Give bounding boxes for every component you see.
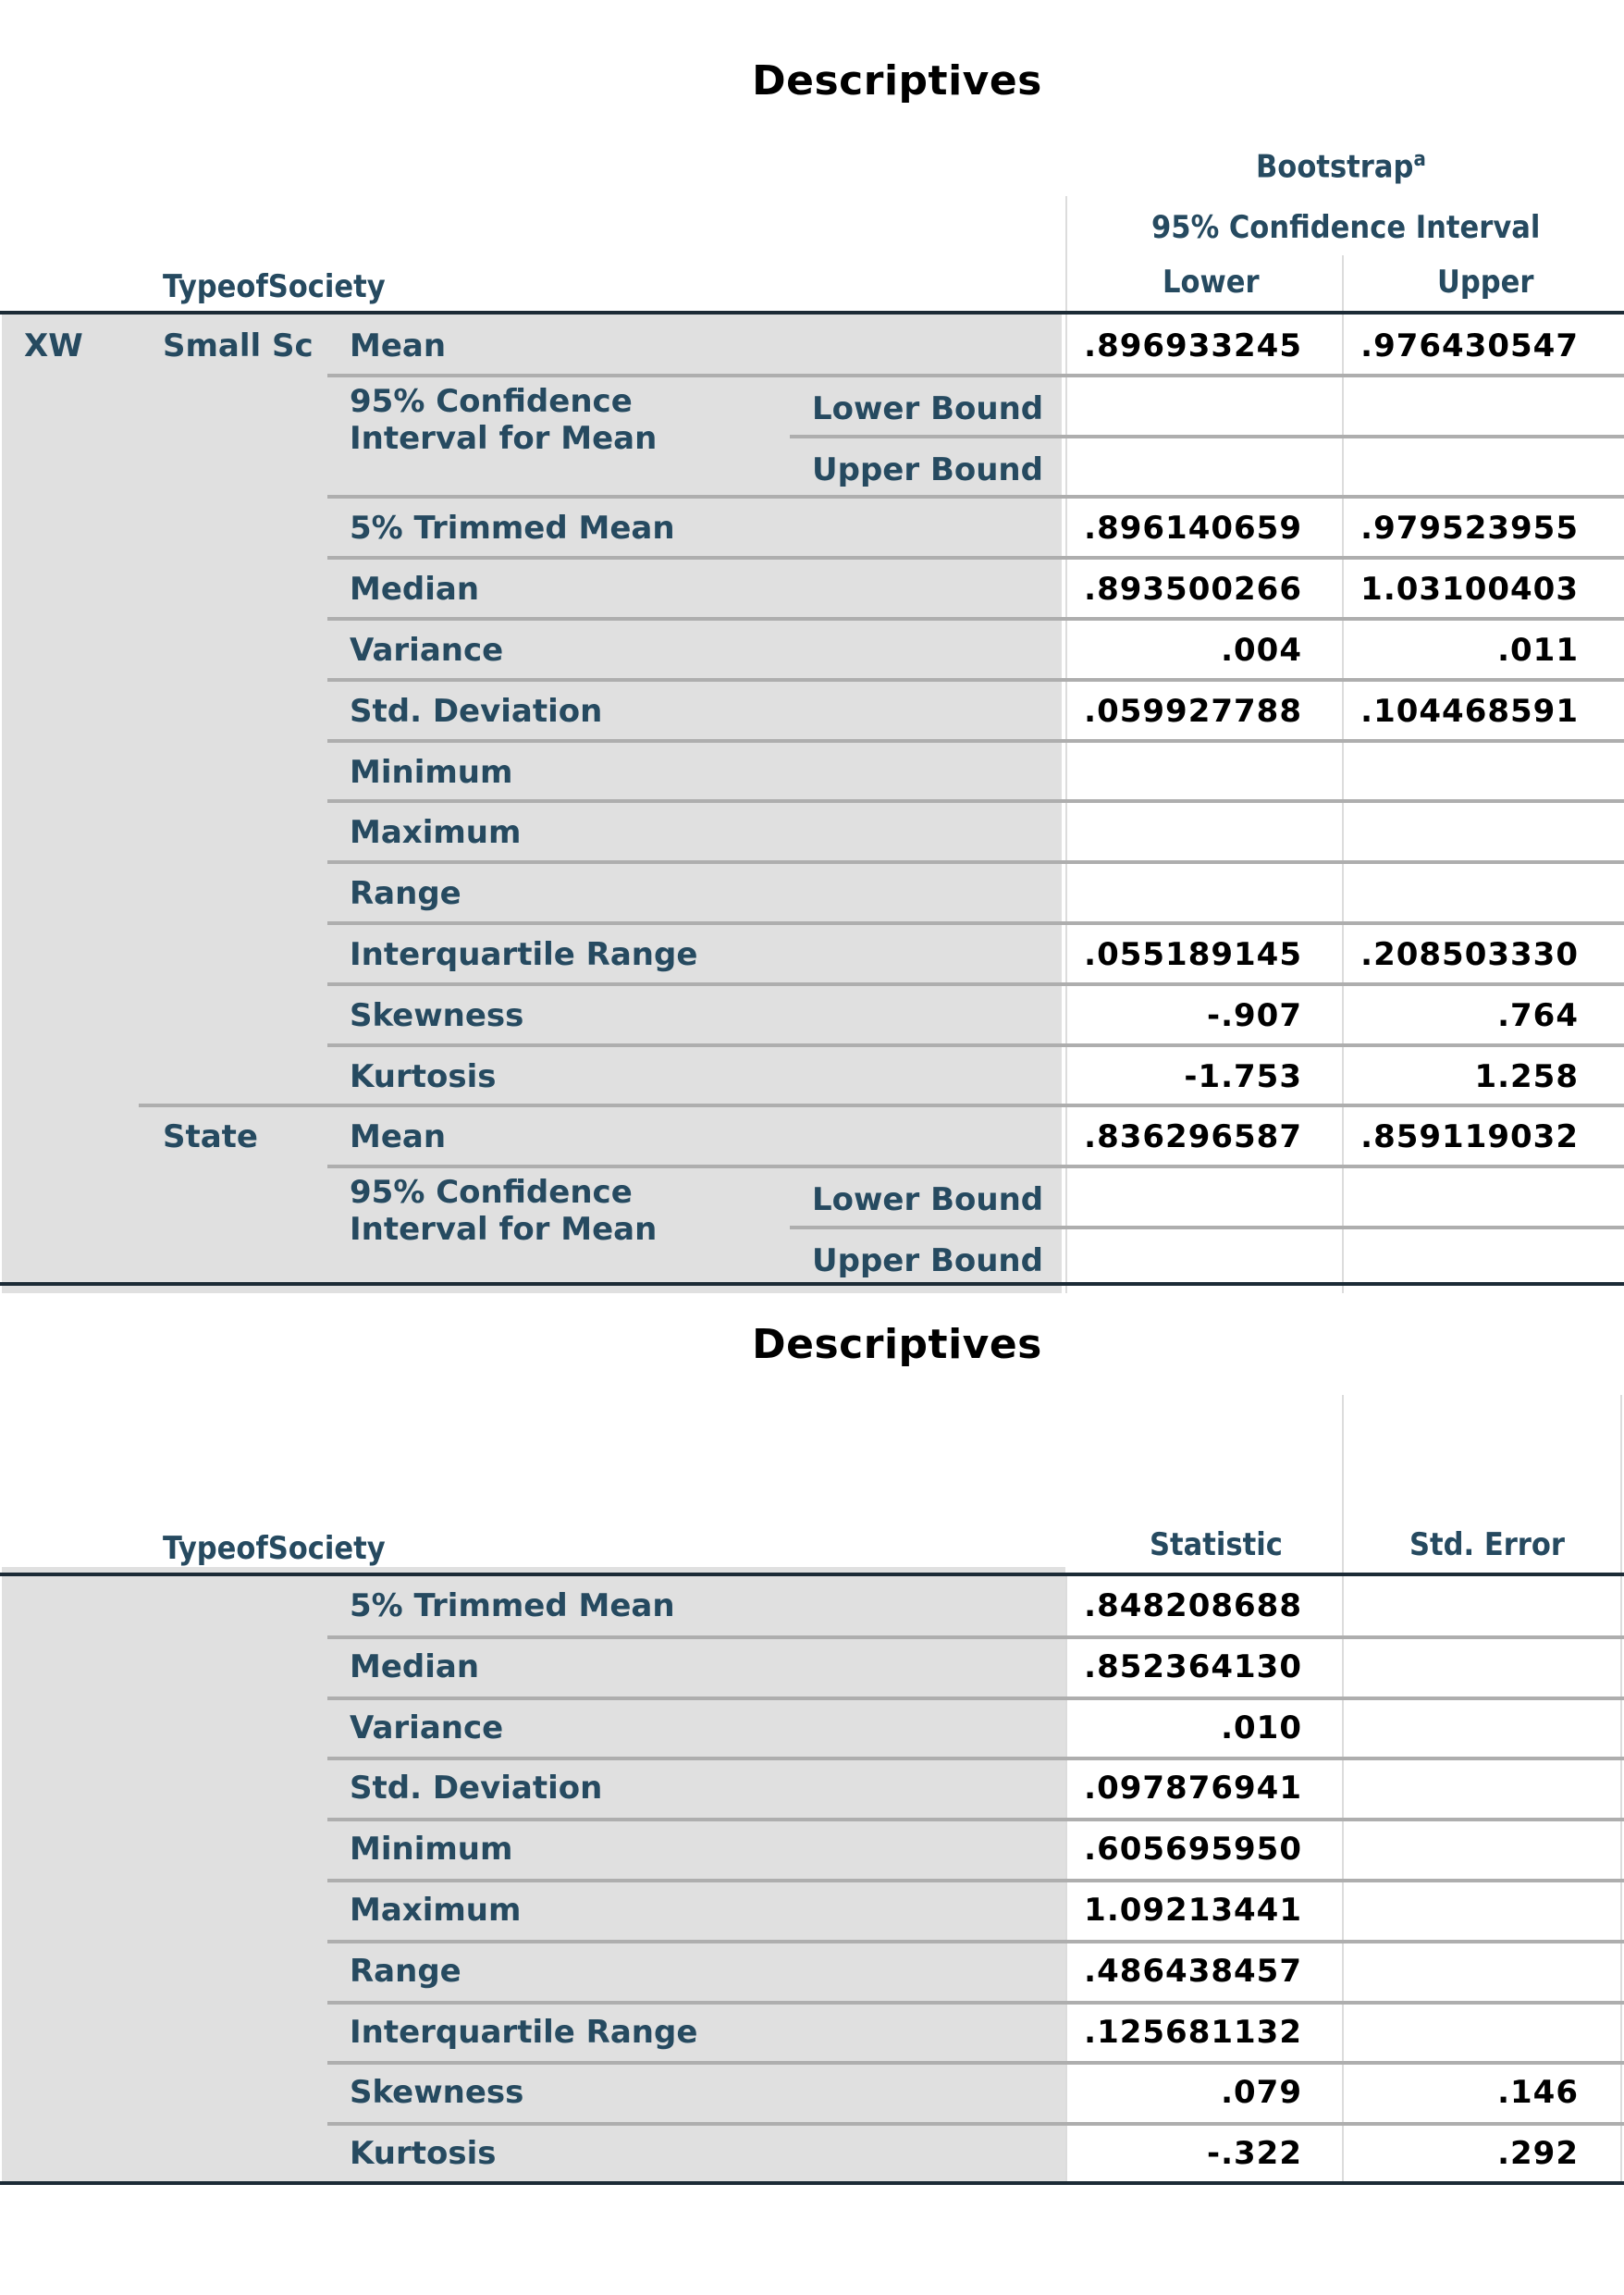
row-divider: [327, 860, 1624, 864]
stat-label: Median: [350, 571, 480, 609]
statistic-value: .079: [1221, 2074, 1302, 2112]
stat-label: Skewness: [350, 996, 524, 1034]
stat-label: 5% Trimmed Mean: [350, 510, 675, 548]
stat-label: Std. Deviation: [350, 692, 603, 730]
row-divider: [327, 1940, 1624, 1943]
statistic-value: -.322: [1207, 2135, 1302, 2173]
stat-label: Std. Deviation: [350, 1770, 603, 1808]
variable-label: XW: [24, 327, 83, 364]
stat-label: Interquartile Range: [350, 936, 698, 973]
row-label-area: [2, 1567, 1065, 2181]
stat-label: Kurtosis: [350, 2135, 497, 2173]
bound-label: Lower Bound: [812, 1181, 1044, 1219]
stat-label: 95% Confidence Interval for Mean: [350, 1174, 658, 1249]
upper-value: .979523955: [1360, 510, 1579, 548]
table-bottom-rule: [0, 2181, 1624, 2185]
row-divider: [790, 435, 1624, 438]
std-error-value: .146: [1497, 2074, 1579, 2112]
bound-label: Lower Bound: [812, 389, 1044, 427]
row-divider: [327, 1818, 1624, 1821]
statistic-header: Statistic: [1150, 1526, 1283, 1563]
row-divider: [327, 1165, 1624, 1168]
statistic-value: .125681132: [1084, 2013, 1302, 2051]
lower-value: -.907: [1207, 996, 1302, 1034]
table-bottom-rule: [0, 1282, 1624, 1286]
upper-value: .104468591: [1360, 692, 1579, 730]
bootstrap-header: [1256, 148, 1426, 185]
upper-header: Upper: [1437, 264, 1534, 301]
header-rule: [0, 1573, 1624, 1576]
upper-value: .859119032: [1360, 1118, 1579, 1156]
stat-label: Variance: [350, 1709, 504, 1746]
row-divider: [327, 2122, 1624, 2126]
bootstrap-label: Bootstrap: [1256, 148, 1414, 186]
lower-header: Lower: [1163, 264, 1260, 301]
stat-label: Mean: [350, 1118, 447, 1156]
row-divider: [327, 739, 1624, 743]
row-dimension-header: TypeofSociety: [163, 1530, 386, 1567]
group-label: State: [163, 1118, 258, 1156]
row-divider: [327, 374, 1624, 377]
stat-label: Interquartile Range: [350, 2013, 698, 2051]
stat-label: Maximum: [350, 814, 522, 852]
row-divider: [327, 678, 1624, 682]
stat-label: Mean: [350, 327, 447, 364]
lower-value: .896933245: [1084, 327, 1302, 364]
stat-label: Maximum: [350, 1892, 522, 1929]
upper-value: .764: [1497, 996, 1579, 1034]
lower-value: .059927788: [1084, 692, 1302, 730]
statistic-value: .010: [1221, 1709, 1302, 1746]
row-divider: [327, 1043, 1624, 1047]
lower-value: .004: [1221, 632, 1302, 669]
lower-value: .893500266: [1084, 571, 1302, 609]
lower-value: -1.753: [1184, 1057, 1302, 1095]
stat-label: Minimum: [350, 1831, 513, 1869]
std-error-header: Std. Error: [1409, 1526, 1566, 1563]
footnote-marker: a: [1413, 148, 1426, 171]
row-divider: [790, 1226, 1624, 1229]
stat-label: Skewness: [350, 2074, 524, 2112]
row-divider: [327, 617, 1624, 621]
stat-label: Kurtosis: [350, 1057, 497, 1095]
row-divider: [327, 495, 1624, 499]
row-divider: [327, 799, 1624, 803]
row-divider: [327, 1697, 1624, 1700]
row-divider: [327, 2061, 1624, 2065]
statistic-value: .852364130: [1084, 1647, 1302, 1685]
row-divider: [327, 1635, 1624, 1639]
group-divider: [139, 1104, 1624, 1107]
bound-label: Upper Bound: [812, 450, 1043, 488]
row-dimension-header: TypeofSociety: [163, 268, 386, 305]
bound-label: Upper Bound: [812, 1242, 1043, 1279]
row-divider: [327, 1879, 1624, 1882]
stat-label: Range: [350, 1952, 461, 1990]
upper-value: .976430547: [1360, 327, 1579, 364]
row-divider: [327, 982, 1624, 986]
statistic-value: .097876941: [1084, 1770, 1302, 1808]
table-title: Descriptives: [752, 57, 1042, 105]
upper-value: .208503330: [1360, 936, 1579, 973]
lower-value: .896140659: [1084, 510, 1302, 548]
stat-label: Minimum: [350, 753, 513, 791]
statistic-value: .848208688: [1084, 1587, 1302, 1624]
upper-value: 1.03100403: [1360, 571, 1579, 609]
lower-value: .055189145: [1084, 936, 1302, 973]
std-error-value: .292: [1497, 2135, 1579, 2173]
stat-label: Variance: [350, 632, 504, 669]
stat-label: 95% Confidence Interval for Mean: [350, 382, 658, 457]
table-title: Descriptives: [752, 1321, 1042, 1368]
stat-label: 5% Trimmed Mean: [350, 1587, 675, 1624]
group-label: Small Sc: [163, 327, 314, 364]
statistic-value: 1.09213441: [1084, 1892, 1302, 1929]
statistic-value: .605695950: [1084, 1831, 1302, 1869]
row-divider: [327, 1757, 1624, 1760]
row-divider: [327, 2001, 1624, 2005]
ci-header: 95% Confidence Interval: [1151, 209, 1541, 246]
stat-label: Median: [350, 1647, 480, 1685]
upper-value: 1.258: [1474, 1057, 1579, 1095]
row-divider: [327, 556, 1624, 560]
stat-label: Range: [350, 875, 461, 913]
statistic-value: .486438457: [1084, 1952, 1302, 1990]
upper-value: .011: [1497, 632, 1579, 669]
lower-value: .836296587: [1084, 1118, 1302, 1156]
row-divider: [327, 921, 1624, 925]
